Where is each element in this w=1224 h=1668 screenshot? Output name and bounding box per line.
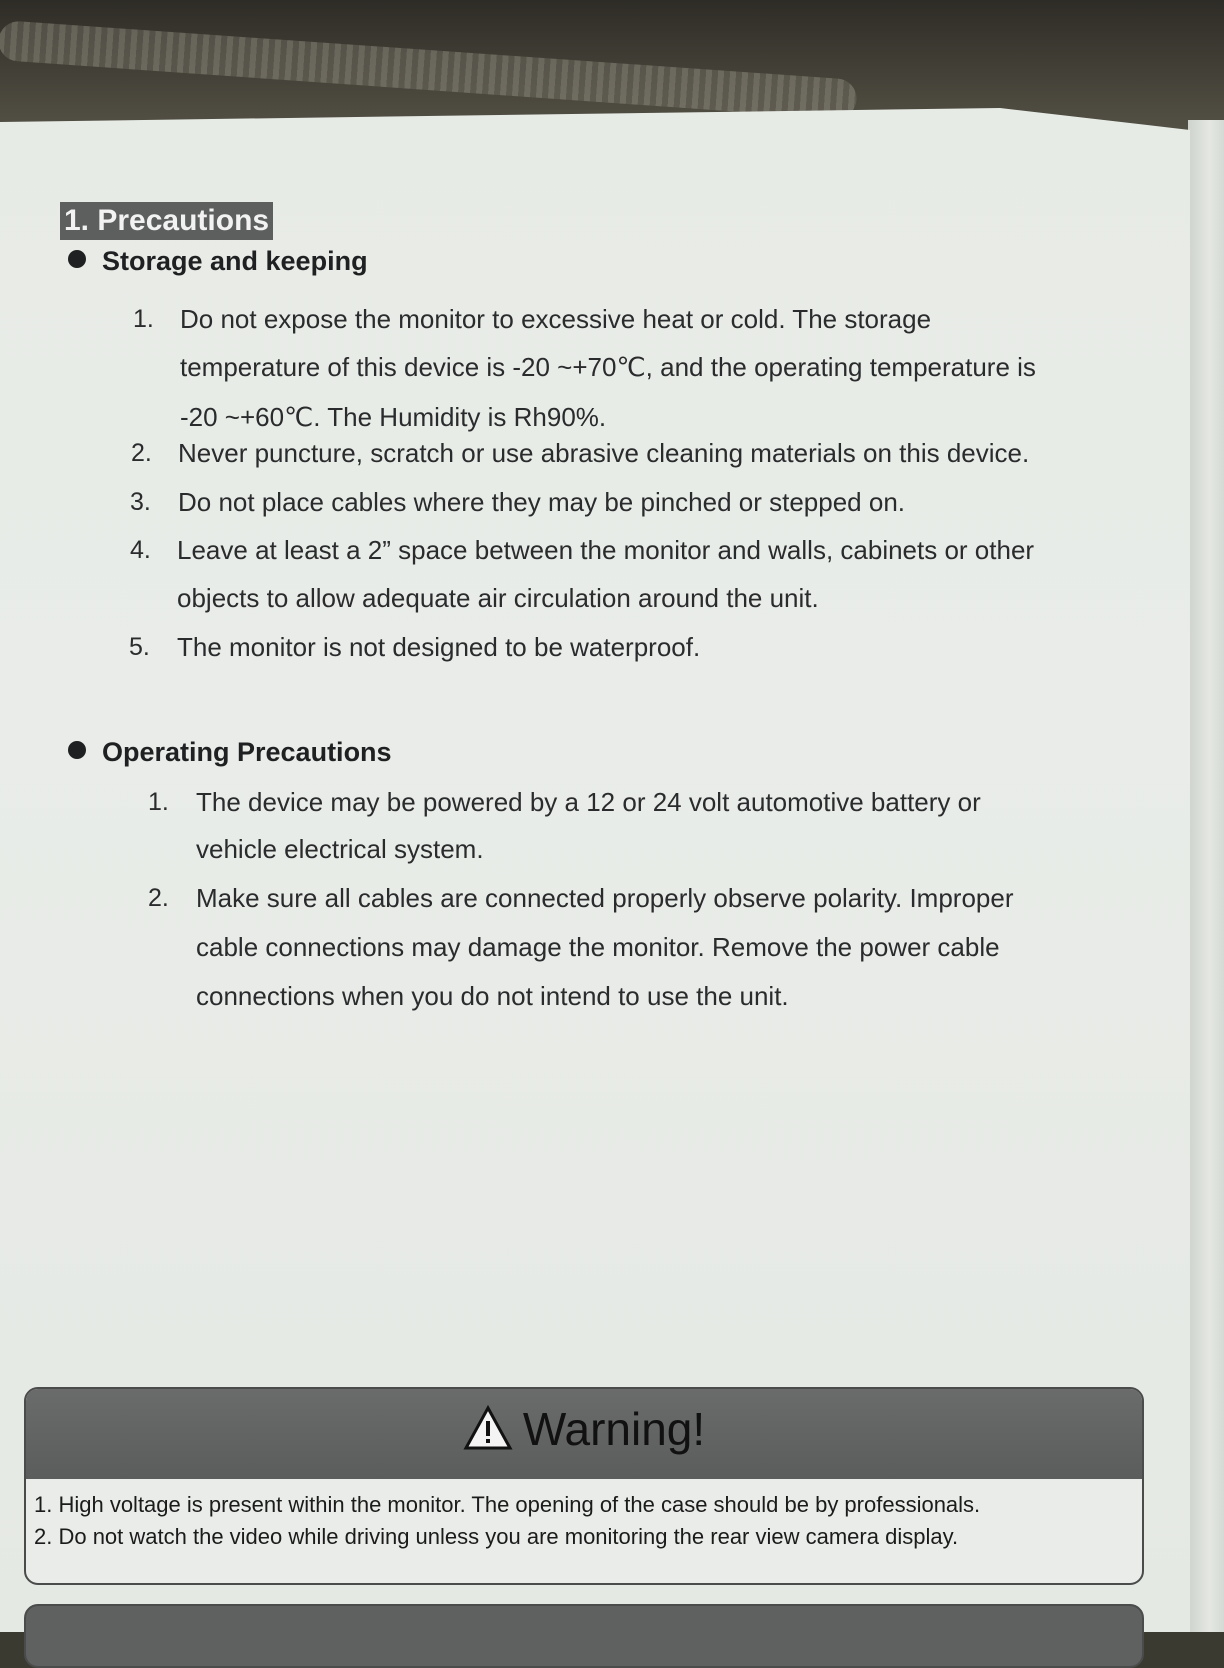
bullet-icon [68, 250, 86, 268]
operating-item-1-line-1: The device may be powered by a 12 or 24 volt automotive battery or [196, 787, 981, 817]
warning-line-2: 2. Do not watch the video while driving unless you are monitoring the rear view camera display. [34, 1524, 959, 1549]
operating-item-2-line-3: connections when you do not intend to use the unit. [196, 981, 789, 1011]
cable-in-background [0, 20, 858, 120]
operating-item-2-line-2: cable connections may damage the monitor. Remove the power cable [196, 932, 1000, 962]
storage-item-5-line-1: The monitor is not designed to be waterproof. [177, 632, 701, 662]
storage-item-1-line-1: Do not expose the monitor to excessive heat or cold. The storage [180, 304, 932, 334]
storage-item-5-number: 5. [129, 633, 150, 661]
storage-item-2-number: 2. [131, 439, 152, 467]
operating-item-1-line-2: vehicle electrical system. [196, 834, 484, 864]
bullet-icon [68, 741, 86, 759]
operating-heading-label: Operating Precautions [102, 737, 392, 767]
operating-item-2-number: 2. [148, 884, 169, 912]
warning-title-label: Warning! [522, 1403, 706, 1455]
page-edge [1188, 120, 1224, 1632]
warning-header [26, 1389, 1142, 1479]
storage-item-3-line-1: Do not place cables where they may be pinched or stepped on. [178, 487, 906, 517]
operating-item-1-number: 1. [148, 788, 169, 816]
storage-item-1-number: 1. [133, 305, 154, 333]
warning-line-1: 1. High voltage is present within the monitor. The opening of the case should be by professionals. [34, 1492, 981, 1517]
storage-heading [68, 244, 368, 278]
operating-heading [68, 735, 392, 769]
storage-item-3-number: 3. [130, 488, 151, 516]
operating-item-2-line-1: Make sure all cables are connected properly observe polarity. Improper [196, 883, 1014, 913]
warning-triangle-icon [463, 1405, 513, 1463]
section-title: 1. Precautions [60, 202, 273, 240]
warning-box [24, 1387, 1144, 1585]
storage-item-4-number: 4. [130, 536, 151, 564]
storage-item-1-line-2: temperature of this device is -20 ~+70℃, and the operating temperature is [180, 352, 1036, 382]
warning-title [26, 1401, 1142, 1463]
storage-item-4-line-2: objects to allow adequate air circulation around the unit. [177, 583, 819, 613]
storage-item-2-line-1: Never puncture, scratch or use abrasive cleaning materials on this device. [178, 438, 1030, 468]
storage-heading-label: Storage and keeping [102, 246, 368, 276]
storage-item-4-line-1: Leave at least a 2” space between the monitor and walls, cabinets or other [177, 535, 1035, 565]
next-warning-box-partial [24, 1604, 1144, 1668]
storage-item-1-line-3: -20 ~+60℃. The Humidity is Rh90%. [180, 402, 607, 432]
